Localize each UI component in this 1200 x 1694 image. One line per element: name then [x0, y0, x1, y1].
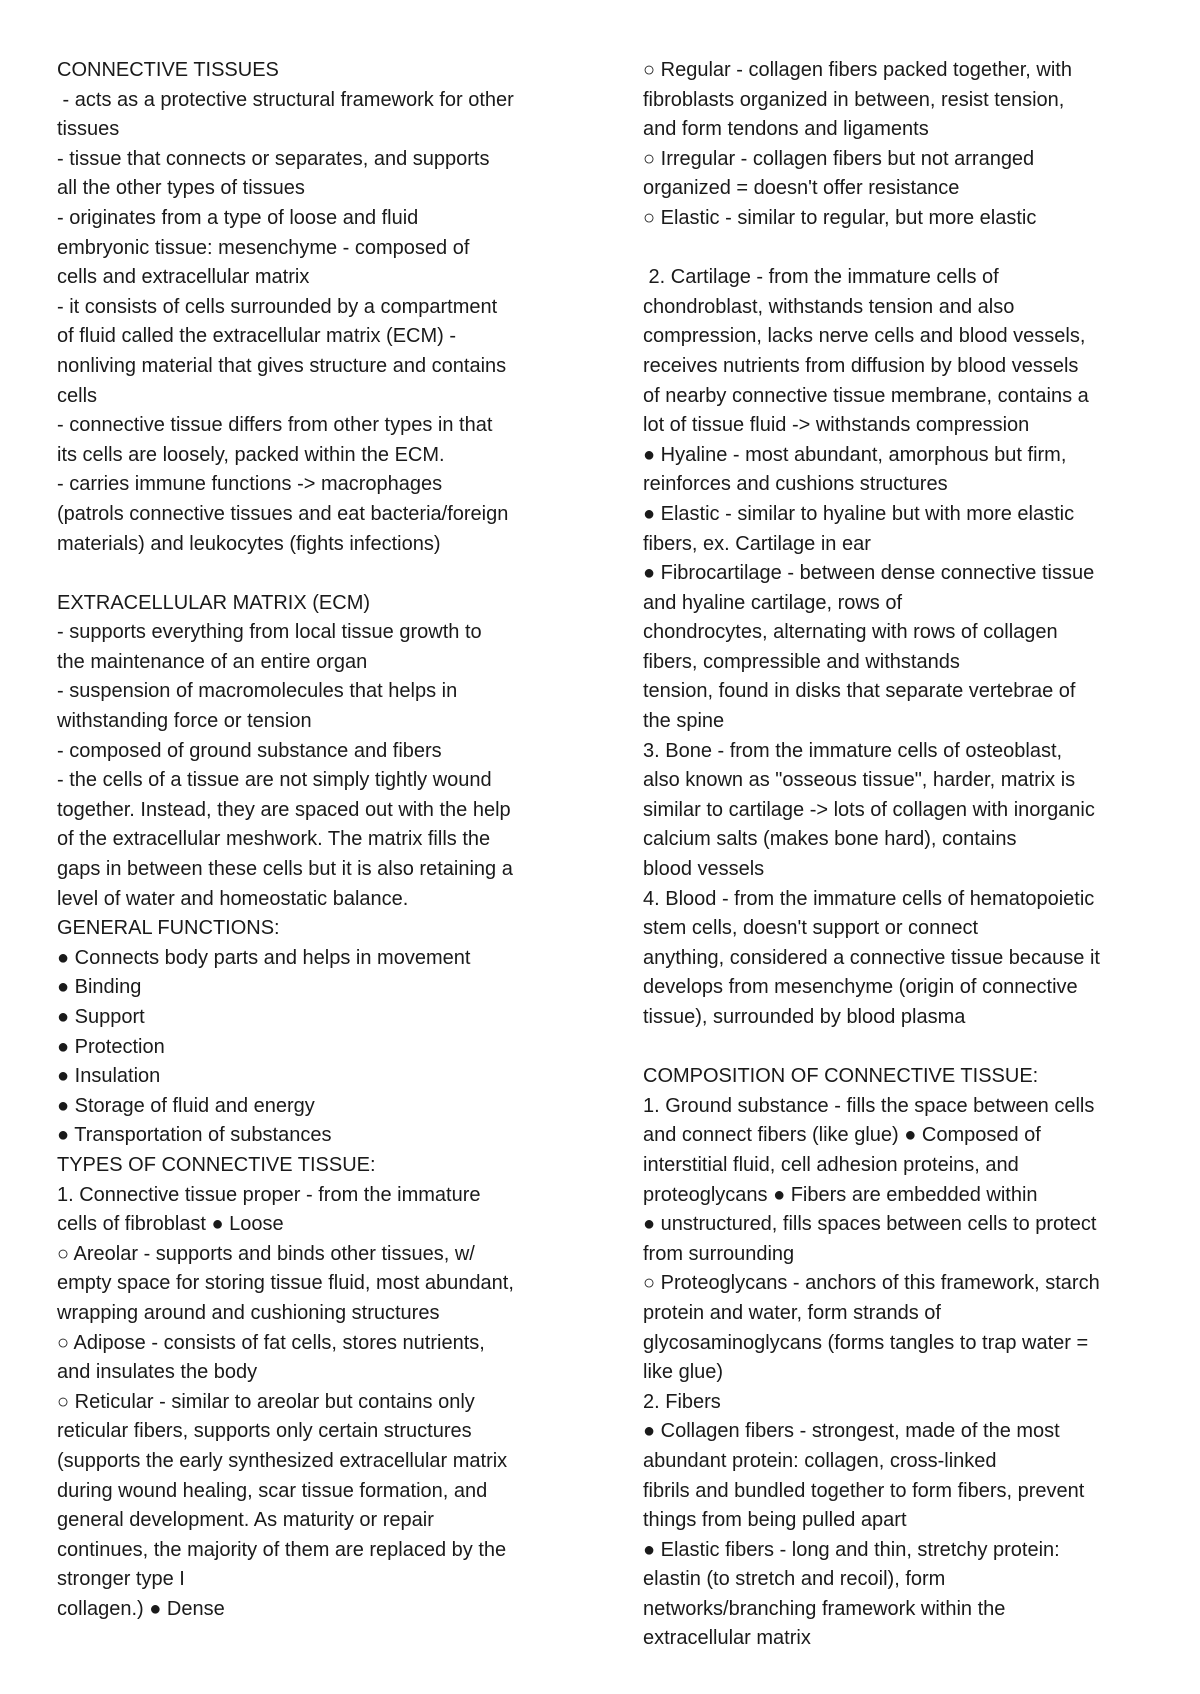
text-line: embryonic tissue: mesenchyme - composed of [57, 236, 470, 259]
blank-line [643, 234, 1163, 264]
text-line: fibroblasts organized in between, resist tension, [643, 88, 1065, 111]
text-line: - suspension of macromolecules that helps in [57, 680, 458, 703]
text-line: similar to cartilage -> lots of collagen with inorganic [643, 798, 1095, 821]
text-line: level of water and homeostatic balance. [57, 887, 409, 910]
text-line: ● Fibrocartilage - between dense connective tissue [643, 562, 1095, 585]
text-line: things from being pulled apart [643, 1509, 907, 1532]
text-line: gaps in between these cells but it is also retaining a [57, 858, 513, 881]
text-line: ● Support [57, 1006, 145, 1028]
text-line: ● Collagen fibers - strongest, made of the most [643, 1420, 1060, 1443]
text-line: cells of fibroblast ● Loose [57, 1213, 284, 1236]
text-line: ● Binding [57, 976, 142, 999]
text-line: fibers, compressible and withstands [643, 650, 960, 673]
text-line: tissues [57, 118, 120, 141]
text-line: of the extracellular meshwork. The matrix fills the [57, 828, 491, 851]
text-line: ○ Areolar - supports and binds other tissues, w/ [57, 1242, 475, 1265]
text-line: interstitial fluid, cell adhesion proteins, and [643, 1153, 1019, 1176]
text-line: fibrils and bundled together to form fibers, prevent [643, 1479, 1085, 1502]
text-line: (patrols connective tissues and eat bacteria/foreign [57, 502, 509, 525]
text-line: and insulates the body [57, 1361, 258, 1384]
text-line: - supports everything from local tissue growth to [57, 621, 482, 644]
text-line: extracellular matrix [643, 1627, 811, 1650]
blank-line [643, 1033, 1163, 1063]
text-line: cells and extracellular matrix [57, 266, 310, 289]
text-line: - acts as a protective structural framework for other [57, 88, 514, 111]
text-line: like glue) [643, 1361, 724, 1384]
text-line: lot of tissue fluid -> withstands compression [643, 414, 1030, 437]
text-line: withstanding force or tension [57, 710, 312, 733]
text-line: 2. Fibers [643, 1390, 721, 1413]
right-column [643, 56, 1163, 1654]
text-line: continues, the majority of them are replaced by the [57, 1538, 507, 1561]
text-line: collagen.) ● Dense [57, 1597, 225, 1620]
text-line: ○ Adipose - consists of fat cells, stores nutrients, [57, 1331, 485, 1354]
text-line: also known as "osseous tissue", harder, matrix is [643, 769, 1076, 792]
text-line: from surrounding [643, 1242, 795, 1265]
text-line: during wound healing, scar tissue formation, and [57, 1479, 488, 1502]
text-line: blood vessels [643, 858, 765, 881]
text-line: ○ Elastic - similar to regular, but more elastic [643, 206, 1037, 229]
text-line: stronger type I [57, 1568, 185, 1591]
text-line: - tissue that connects or separates, and supports [57, 147, 490, 170]
text-line: CONNECTIVE TISSUES [57, 59, 279, 81]
text-line: 3. Bone - from the immature cells of osteoblast, [643, 739, 1063, 762]
text-line: of fluid called the extracellular matrix (ECM) - [57, 325, 457, 348]
text-line: 1. Ground substance - fills the space between cells [643, 1094, 1095, 1117]
text-line: ● Elastic fibers - long and thin, stretchy protein: [643, 1538, 1060, 1561]
text-line: ● Insulation [57, 1065, 161, 1088]
text-line: glycosaminoglycans (forms tangles to trap water = [643, 1331, 1089, 1354]
text-line: elastin (to stretch and recoil), form [643, 1568, 946, 1591]
text-line: cells [57, 384, 98, 407]
text-line: chondroblast, withstands tension and also [643, 295, 1015, 318]
text-line: materials) and leukocytes (fights infections) [57, 532, 441, 555]
text-line: develops from mesenchyme (origin of connective [643, 976, 1078, 999]
text-line: 1. Connective tissue proper - from the immature [57, 1183, 481, 1206]
text-line: calcium salts (makes bone hard), contains [643, 828, 1017, 851]
text-line: ○ Proteoglycans - anchors of this framework, starch [643, 1272, 1100, 1295]
text-line: networks/branching framework within the [643, 1597, 1006, 1620]
text-line: the spine [643, 710, 725, 733]
text-line: EXTRACELLULAR MATRIX (ECM) [57, 591, 371, 614]
text-line: ○ Irregular - collagen fibers but not arranged [643, 147, 1035, 170]
text-line: ● Connects body parts and helps in movement [57, 946, 471, 969]
text-line: proteoglycans ● Fibers are embedded within [643, 1183, 1038, 1206]
text-line: tension, found in disks that separate vertebrae of [643, 680, 1076, 703]
text-line: ○ Reticular - similar to areolar but contains only [57, 1390, 475, 1413]
text-line: all the other types of tissues [57, 177, 305, 200]
text-line: - it consists of cells surrounded by a compartment [57, 295, 498, 318]
text-line: tissue), surrounded by blood plasma [643, 1006, 966, 1028]
text-line: and connect fibers (like glue) ● Composed of [643, 1124, 1041, 1147]
text-line: of nearby connective tissue membrane, contains a [643, 384, 1089, 407]
text-line: protein and water, form strands of [643, 1301, 941, 1324]
text-line: ● Protection [57, 1035, 165, 1058]
text-line: its cells are loosely, packed within the ECM. [57, 443, 445, 466]
text-line: nonliving material that gives structure and contains [57, 354, 507, 377]
text-line: together. Instead, they are spaced out with the help [57, 798, 511, 821]
text-line: ● Storage of fluid and energy [57, 1094, 315, 1117]
text-line: ● unstructured, fills spaces between cells to protect [643, 1213, 1097, 1236]
text-line: organized = doesn't offer resistance [643, 177, 960, 200]
text-line: COMPOSITION OF CONNECTIVE TISSUE: [643, 1065, 1039, 1088]
text-line: - carries immune functions -> macrophages [57, 473, 443, 496]
text-line: - composed of ground substance and fibers [57, 739, 442, 762]
text-line: general development. As maturity or repair [57, 1509, 434, 1532]
text-line: 4. Blood - from the immature cells of hematopoietic [643, 887, 1095, 910]
text-line: receives nutrients from diffusion by blood vessels [643, 354, 1079, 377]
text-line: ○ Regular - collagen fibers packed together, with [643, 59, 1072, 81]
text-line: fibers, ex. Cartilage in ear [643, 532, 871, 555]
text-line: - the cells of a tissue are not simply tightly wound [57, 769, 492, 792]
text-line: ● Elastic - similar to hyaline but with more elastic [643, 502, 1075, 525]
text-line: abundant protein: collagen, cross-linked [643, 1449, 997, 1472]
text-line: TYPES OF CONNECTIVE TISSUE: [57, 1153, 376, 1176]
text-line: (supports the early synthesized extracellular matrix [57, 1449, 508, 1472]
text-line: anything, considered a connective tissue because it [643, 946, 1100, 969]
text-line: the maintenance of an entire organ [57, 650, 368, 673]
blank-line [57, 559, 577, 589]
text-line: reticular fibers, supports only certain structures [57, 1420, 472, 1443]
text-line: compression, lacks nerve cells and blood vessels, [643, 325, 1086, 348]
left-column [57, 56, 577, 1624]
text-line: empty space for storing tissue fluid, most abundant, [57, 1272, 514, 1295]
text-line: chondrocytes, alternating with rows of collagen [643, 621, 1058, 644]
text-line: - connective tissue differs from other types in that [57, 414, 493, 437]
text-line: stem cells, doesn't support or connect [643, 917, 979, 940]
text-line: - originates from a type of loose and fluid [57, 206, 419, 229]
text-line: reinforces and cushions structures [643, 473, 948, 496]
text-line: ● Hyaline - most abundant, amorphous but firm, [643, 443, 1067, 466]
text-line: ● Transportation of substances [57, 1124, 332, 1147]
text-line: GENERAL FUNCTIONS: [57, 917, 280, 940]
text-line: 2. Cartilage - from the immature cells of [643, 266, 999, 289]
text-line: and form tendons and ligaments [643, 118, 929, 141]
text-line: and hyaline cartilage, rows of [643, 591, 903, 614]
text-line: wrapping around and cushioning structures [57, 1301, 440, 1324]
